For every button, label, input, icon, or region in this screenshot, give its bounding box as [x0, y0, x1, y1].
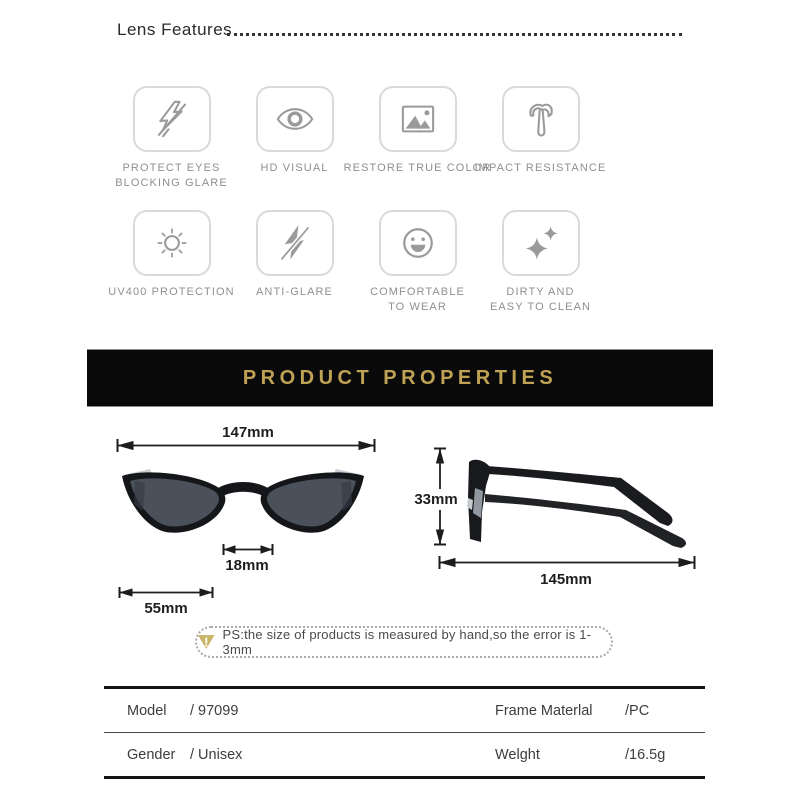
- bridge-width-arrow: [222, 543, 274, 556]
- hammer-icon: [519, 97, 563, 141]
- total-width-arrow: [116, 438, 376, 453]
- dotted-divider: [227, 20, 682, 36]
- spec-row: [104, 733, 705, 776]
- eye-icon: [273, 97, 317, 141]
- lens-height-label: 33mm: [407, 489, 465, 510]
- measurement-note: [195, 626, 613, 658]
- feature-card-hd-visual: [233, 86, 356, 210]
- lens-features-title: Lens Features: [117, 20, 233, 39]
- feature-card-protect-eyes: [110, 86, 233, 210]
- weight-label: Welght: [495, 746, 540, 763]
- feature-card-easy-clean: [479, 210, 602, 334]
- feature-label: RESTORE TRUE COLOR: [343, 162, 492, 174]
- feature-label: IMPACT RESISTANCE: [474, 162, 607, 174]
- weight-value: /16.5g: [625, 746, 666, 763]
- feature-card-anti-glare: [233, 210, 356, 334]
- feature-icon-box: [133, 86, 211, 152]
- feature-label: UV400 PROTECTION: [108, 286, 235, 298]
- feature-label: BLOCKING GLARE: [115, 176, 228, 189]
- front-view-glasses-image: [118, 466, 368, 542]
- feature-label: ANTI-GLARE: [255, 286, 333, 298]
- feature-label: HD VISUAL: [260, 162, 329, 174]
- product-properties-banner: [87, 349, 713, 407]
- lens-width-label: 55mm: [144, 600, 188, 617]
- feature-icon-box: [379, 210, 457, 276]
- model-value: / 97099: [190, 702, 239, 719]
- side-view-glasses-image: [455, 450, 695, 550]
- temple-length-arrow: [438, 555, 696, 570]
- note-text: PS:the size of products is measured by hand,so the error is 1-3mm: [222, 627, 592, 657]
- feature-label: EASY TO CLEAN: [489, 300, 592, 313]
- feature-icon-box: [502, 86, 580, 152]
- feature-label: COMFORTABLE: [370, 286, 465, 298]
- smiley-icon: [396, 221, 440, 265]
- feature-card-comfortable: [356, 210, 479, 334]
- spec-row: [104, 689, 705, 733]
- picture-icon: [396, 97, 440, 141]
- gender-value: / Unisex: [190, 746, 243, 763]
- feature-label: PROTECT EYES: [122, 162, 221, 174]
- feature-icon-box: [133, 210, 211, 276]
- feature-card-uv400: [110, 210, 233, 334]
- feature-icon-box: [256, 86, 334, 152]
- feature-card-impact-resistance: [474, 86, 607, 210]
- feature-icon-box: [502, 210, 580, 276]
- frame-material-label: Frame Materlal: [495, 702, 593, 719]
- warning-triangle-icon: [197, 634, 216, 650]
- model-label: Model: [127, 702, 167, 719]
- frame-material-value: /PC: [625, 702, 650, 719]
- bridge-width-label: 18mm: [225, 557, 269, 574]
- glare-blocking-flash-icon: [150, 97, 194, 141]
- total-width-label: 147mm: [222, 424, 274, 441]
- lens-features-grid: [108, 86, 607, 334]
- anti-glare-flash-icon: [273, 221, 317, 265]
- lens-width-arrow: [118, 586, 214, 599]
- feature-icon-box: [256, 210, 334, 276]
- feature-icon-box: [379, 86, 457, 152]
- feature-label: TO WEAR: [388, 300, 447, 313]
- banner-title: PRODUCT PROPERTIES: [242, 366, 558, 389]
- feature-label: DIRTY AND: [506, 286, 575, 298]
- gender-label: Gender: [127, 746, 176, 763]
- temple-length-label: 145mm: [540, 571, 592, 588]
- sun-icon: [150, 221, 194, 265]
- feature-card-restore-color: [343, 86, 492, 210]
- specs-table: [104, 686, 705, 779]
- sparkles-icon: [519, 221, 563, 265]
